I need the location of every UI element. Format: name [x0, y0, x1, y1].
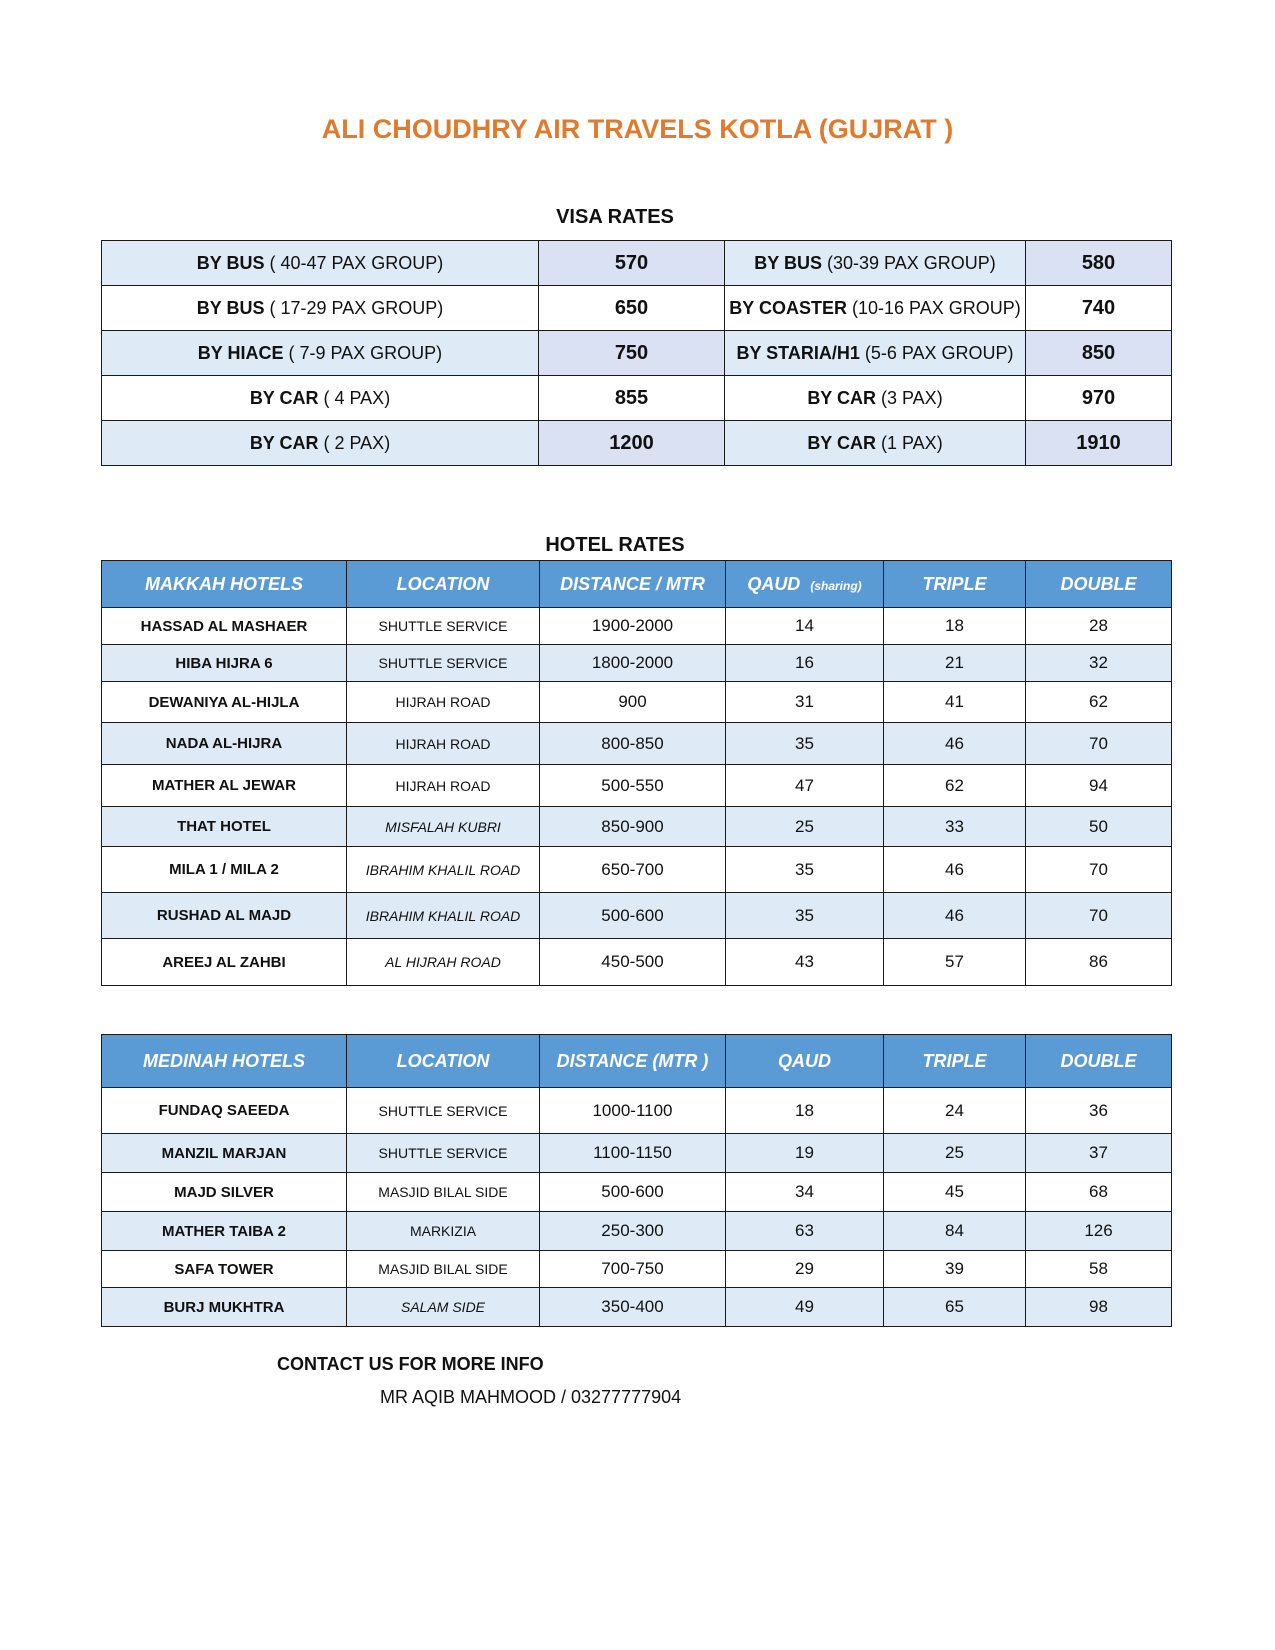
double-header: DOUBLE: [1026, 561, 1172, 608]
double-rate-cell: 98: [1026, 1288, 1172, 1327]
visa-option-cell: [102, 331, 539, 376]
hotel-name-cell: MATHER AL JEWAR: [102, 765, 347, 807]
hotel-row: [102, 608, 1172, 645]
hotel-row: [102, 847, 1172, 893]
hotel-name-cell: NADA AL-HIJRA: [102, 723, 347, 765]
hotel-row: [102, 1251, 1172, 1288]
hotel-name-cell: HIBA HIJRA 6: [102, 645, 347, 682]
visa-option-group: (3 PAX): [876, 387, 943, 408]
visa-option-group: ( 17-29 PAX GROUP): [264, 297, 444, 318]
hotel-name-cell: MATHER TAIBA 2: [102, 1212, 347, 1251]
hotel-distance-cell: 700-750: [540, 1251, 726, 1288]
hotel-location-cell: IBRAHIM KHALIL ROAD: [347, 893, 540, 939]
double-rate-cell: 62: [1026, 682, 1172, 723]
hotel-distance-cell: 500-600: [540, 1173, 726, 1212]
double-rate-cell: 50: [1026, 807, 1172, 847]
visa-option-mode: BY BUS: [196, 252, 265, 273]
double-rate-cell: 37: [1026, 1134, 1172, 1173]
visa-rate-cell: 855: [539, 376, 725, 421]
hotel-distance-cell: 1800-2000: [540, 645, 726, 682]
triple-header: TRIPLE: [884, 1035, 1026, 1088]
visa-option-cell: [102, 421, 539, 466]
hotel-location-cell: SHUTTLE SERVICE: [347, 608, 540, 645]
double-rate-cell: 70: [1026, 893, 1172, 939]
visa-row: [102, 286, 1172, 331]
hotel-distance-cell: 500-550: [540, 765, 726, 807]
visa-option-group: ( 4 PAX): [318, 387, 391, 408]
double-rate-cell: 126: [1026, 1212, 1172, 1251]
visa-row: [102, 241, 1172, 286]
visa-option-group: (10-16 PAX GROUP): [846, 297, 1021, 318]
visa-option-group: (30-39 PAX GROUP): [821, 252, 996, 273]
visa-rate-cell: 650: [539, 286, 725, 331]
visa-row: [102, 331, 1172, 376]
quad-rate-cell: 14: [726, 608, 884, 645]
triple-rate-cell: 25: [884, 1134, 1026, 1173]
visa-option-cell: [725, 421, 1026, 466]
hotel-row: [102, 765, 1172, 807]
triple-rate-cell: 62: [884, 765, 1026, 807]
quad-rate-cell: 29: [726, 1251, 884, 1288]
triple-rate-cell: 46: [884, 723, 1026, 765]
triple-rate-cell: 41: [884, 682, 1026, 723]
triple-rate-cell: 84: [884, 1212, 1026, 1251]
triple-header: TRIPLE: [884, 561, 1026, 608]
hotel-distance-cell: 650-700: [540, 847, 726, 893]
visa-option-mode: BY HIACE: [197, 342, 284, 363]
hotel-name-cell: RUSHAD AL MAJD: [102, 893, 347, 939]
page-title: ALI CHOUDHRY AIR TRAVELS KOTLA (GUJRAT ): [321, 114, 954, 144]
quad-rate-cell: 35: [726, 723, 884, 765]
triple-rate-cell: 39: [884, 1251, 1026, 1288]
hotel-distance-cell: 500-600: [540, 893, 726, 939]
visa-option-cell: [102, 376, 539, 421]
makkah-header-row: [102, 561, 1172, 608]
hotel-location-cell: MASJID BILAL SIDE: [347, 1173, 540, 1212]
visa-option-group: ( 2 PAX): [318, 432, 391, 453]
hotel-name-cell: DEWANIYA AL-HIJLA: [102, 682, 347, 723]
hotel-location-cell: IBRAHIM KHALIL ROAD: [347, 847, 540, 893]
hotel-distance-cell: 350-400: [540, 1288, 726, 1327]
quad-header-label: QAUD: [747, 573, 801, 594]
visa-option-mode: BY STARIA/H1: [736, 342, 860, 363]
triple-rate-cell: 46: [884, 893, 1026, 939]
double-rate-cell: 94: [1026, 765, 1172, 807]
hotel-location-cell: MASJID BILAL SIDE: [347, 1251, 540, 1288]
hotel-location-cell: HIJRAH ROAD: [347, 723, 540, 765]
triple-rate-cell: 33: [884, 807, 1026, 847]
triple-rate-cell: 57: [884, 939, 1026, 986]
double-rate-cell: 36: [1026, 1088, 1172, 1134]
medinah-header-row: [102, 1035, 1172, 1088]
quad-rate-cell: 16: [726, 645, 884, 682]
visa-option-cell: [102, 286, 539, 331]
distance-header: DISTANCE / MTR: [540, 561, 726, 608]
hotel-row: [102, 723, 1172, 765]
double-rate-cell: 70: [1026, 723, 1172, 765]
quad-rate-cell: 63: [726, 1212, 884, 1251]
hotel-row: [102, 893, 1172, 939]
hotel-name-cell: THAT HOTEL: [102, 807, 347, 847]
visa-option-mode: BY CAR: [807, 387, 876, 408]
hotel-rates-heading: HOTEL RATES: [545, 534, 685, 556]
hotel-name-cell: FUNDAQ SAEEDA: [102, 1088, 347, 1134]
hotel-location-cell: HIJRAH ROAD: [347, 682, 540, 723]
quad-rate-cell: 43: [726, 939, 884, 986]
visa-row: [102, 376, 1172, 421]
quad-header-note: (sharing): [810, 578, 862, 593]
visa-option-group: ( 7-9 PAX GROUP): [283, 342, 443, 363]
triple-rate-cell: 45: [884, 1173, 1026, 1212]
visa-rate-cell: 740: [1026, 286, 1172, 331]
quad-rate-cell: 47: [726, 765, 884, 807]
hotel-distance-cell: 1000-1100: [540, 1088, 726, 1134]
visa-option-mode: BY COASTER: [729, 297, 847, 318]
hotel-row: [102, 1288, 1172, 1327]
location-header: LOCATION: [347, 1035, 540, 1088]
hotel-distance-cell: 800-850: [540, 723, 726, 765]
hotel-location-cell: AL HIJRAH ROAD: [347, 939, 540, 986]
hotel-distance-cell: 850-900: [540, 807, 726, 847]
visa-option-group: (5-6 PAX GROUP): [859, 342, 1014, 363]
hotel-distance-cell: 450-500: [540, 939, 726, 986]
quad-header: [726, 561, 884, 608]
hotel-distance-cell: 1100-1150: [540, 1134, 726, 1173]
quad-rate-cell: 31: [726, 682, 884, 723]
hotel-location-cell: SHUTTLE SERVICE: [347, 1134, 540, 1173]
hotel-distance-cell: 900: [540, 682, 726, 723]
double-rate-cell: 86: [1026, 939, 1172, 986]
quad-rate-cell: 34: [726, 1173, 884, 1212]
hotel-location-cell: MARKIZIA: [347, 1212, 540, 1251]
visa-option-mode: BY CAR: [249, 432, 319, 453]
medinah-hotels-header: MEDINAH HOTELS: [102, 1035, 347, 1088]
visa-rate-cell: 1910: [1026, 421, 1172, 466]
hotel-location-cell: MISFALAH KUBRI: [347, 807, 540, 847]
hotel-location-cell: SHUTTLE SERVICE: [347, 1088, 540, 1134]
hotel-row: [102, 682, 1172, 723]
double-rate-cell: 70: [1026, 847, 1172, 893]
visa-option-cell: [725, 241, 1026, 286]
hotel-row: [102, 939, 1172, 986]
visa-rate-cell: 750: [539, 331, 725, 376]
visa-option-mode: BY BUS: [754, 252, 822, 273]
visa-rates-table: [101, 240, 1172, 466]
hotel-name-cell: BURJ MUKHTRA: [102, 1288, 347, 1327]
hotel-row: [102, 1134, 1172, 1173]
hotel-name-cell: MAJD SILVER: [102, 1173, 347, 1212]
double-rate-cell: 28: [1026, 608, 1172, 645]
triple-rate-cell: 65: [884, 1288, 1026, 1327]
visa-option-cell: [102, 241, 539, 286]
visa-option-group: ( 40-47 PAX GROUP): [264, 252, 444, 273]
quad-rate-cell: 49: [726, 1288, 884, 1327]
hotel-location-cell: HIJRAH ROAD: [347, 765, 540, 807]
hotel-distance-cell: 1900-2000: [540, 608, 726, 645]
visa-rate-cell: 850: [1026, 331, 1172, 376]
hotel-row: [102, 1212, 1172, 1251]
visa-option-mode: BY CAR: [249, 387, 319, 408]
hotel-row: [102, 1088, 1172, 1134]
triple-rate-cell: 18: [884, 608, 1026, 645]
hotel-name-cell: SAFA TOWER: [102, 1251, 347, 1288]
double-rate-cell: 58: [1026, 1251, 1172, 1288]
quad-rate-cell: 35: [726, 847, 884, 893]
hotel-name-cell: MANZIL MARJAN: [102, 1134, 347, 1173]
quad-rate-cell: 35: [726, 893, 884, 939]
visa-option-group: (1 PAX): [876, 432, 943, 453]
hotel-name-cell: HASSAD AL MASHAER: [102, 608, 347, 645]
double-rate-cell: 32: [1026, 645, 1172, 682]
hotel-row: [102, 645, 1172, 682]
medinah-hotels-table: [101, 1034, 1172, 1327]
visa-rate-cell: 580: [1026, 241, 1172, 286]
contact-heading: CONTACT US FOR MORE INFO: [277, 1354, 544, 1374]
triple-rate-cell: 24: [884, 1088, 1026, 1134]
visa-rate-cell: 570: [539, 241, 725, 286]
hotel-name-cell: AREEJ AL ZAHBI: [102, 939, 347, 986]
hotel-distance-cell: 250-300: [540, 1212, 726, 1251]
hotel-row: [102, 807, 1172, 847]
visa-option-cell: [725, 331, 1026, 376]
visa-row: [102, 421, 1172, 466]
visa-option-cell: [725, 286, 1026, 331]
visa-option-mode: BY BUS: [196, 297, 265, 318]
hotel-location-cell: SHUTTLE SERVICE: [347, 645, 540, 682]
makkah-hotels-header: MAKKAH HOTELS: [102, 561, 347, 608]
visa-rate-cell: 970: [1026, 376, 1172, 421]
quad-rate-cell: 25: [726, 807, 884, 847]
quad-rate-cell: 18: [726, 1088, 884, 1134]
triple-rate-cell: 46: [884, 847, 1026, 893]
double-rate-cell: 68: [1026, 1173, 1172, 1212]
visa-rate-cell: 1200: [539, 421, 725, 466]
makkah-hotels-table: [101, 560, 1172, 986]
visa-rates-heading: VISA RATES: [556, 206, 674, 228]
visa-option-mode: BY CAR: [807, 432, 876, 453]
contact-person: MR AQIB MAHMOOD / 03277777904: [380, 1387, 682, 1407]
double-header: DOUBLE: [1026, 1035, 1172, 1088]
visa-option-cell: [725, 376, 1026, 421]
distance-header: DISTANCE (MTR ): [540, 1035, 726, 1088]
hotel-location-cell: SALAM SIDE: [347, 1288, 540, 1327]
location-header: LOCATION: [347, 561, 540, 608]
hotel-row: [102, 1173, 1172, 1212]
triple-rate-cell: 21: [884, 645, 1026, 682]
quad-rate-cell: 19: [726, 1134, 884, 1173]
hotel-name-cell: MILA 1 / MILA 2: [102, 847, 347, 893]
quad-header: QAUD: [726, 1035, 884, 1088]
